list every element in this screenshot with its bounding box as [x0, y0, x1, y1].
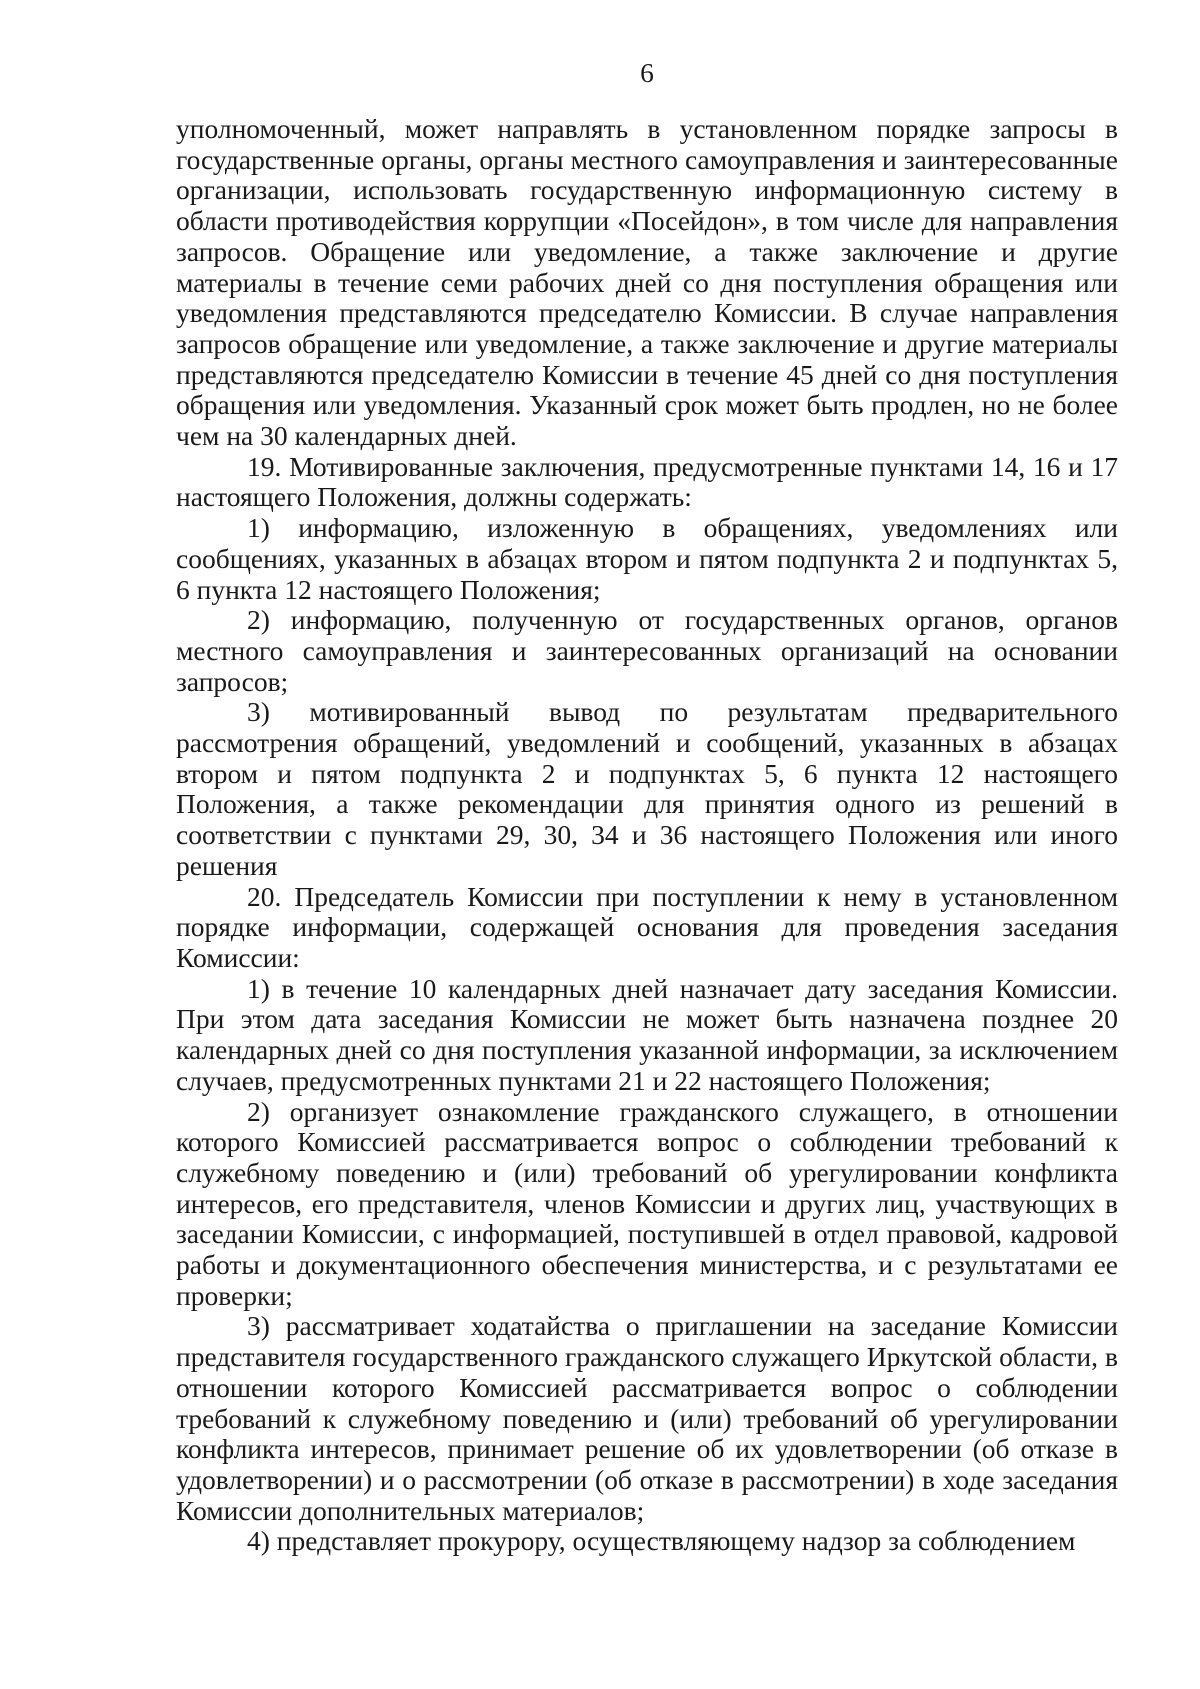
document-page [176, 58, 1118, 1557]
paragraph-item-20-4: 4) представляет прокурору, осуществляющему надзор за соблюдением [247, 1525, 1076, 1557]
page-number [176, 58, 1118, 114]
paragraph-item-20-3: 3) рассматривает ходатайства о приглашении на заседание Комиссии представителя государственного гражданского служащего Иркутской области, в отношении которого Комиссией рассматривается вопрос о соблюдении требований к служебному поведению и (или) требований об урегулировании конфликта интересов, принимает решение об их удовлетворении (об отказе в удовлетворении) и о рассмотрении (об отказе в рассмотрении) в ходе заседания Комиссии дополнительных материалов; [176, 1310, 1118, 1526]
paragraph-item-19-3: 3) мотивированный вывод по результатам предварительного рассмотрения обращений, уведомлений и сообщений, указанных в абзацах втором и пятом подпункта 2 и подпунктах 5, 6 пункта 12 настоящего Положения, а также рекомендации для принятия одного из решений в соответствии с пунктами 29, 30, 34 и 36 настоящего Положения или иного решения [176, 696, 1118, 881]
paragraph-item-20-1: 1) в течение 10 календарных дней назначает дату заседания Комиссии. При этом дата заседания Комиссии не может быть назначена позднее 20 календарных дней со дня поступления указанной информации, за исключением случаев, предусмотренных пунктами 21 и 22 настоящего Положения; [176, 972, 1118, 1096]
paragraph-item-19: 19. Мотивированные заключения, предусмотренные пунктами 14, 16 и 17 настоящего Положения, должны содержать: [176, 450, 1118, 513]
paragraph-item-20-2: 2) организует ознакомление гражданского служащего, в отношении которого Комиссией рассматривается вопрос о соблюдении требований к служебному поведению и (или) требований об урегулировании конфликта интересов, его представителя, членов Комиссии и других лиц, участвующих в заседании Комиссии, с информацией, поступившей в отдел правовой, кадровой работы и документационного обеспечения министерства, и с результатами ее проверки; [176, 1095, 1118, 1311]
paragraph-item-19-2: 2) информацию, полученную от государственных органов, органов местного самоуправления и заинтересованных организаций на основании запросов; [176, 604, 1118, 697]
paragraph-item-19-1: 1) информацию, изложенную в обращениях, уведомлениях или сообщениях, указанных в абзацах втором и пятом подпункта 2 и подпунктах 5, 6 пункта 12 настоящего Положения; [176, 512, 1118, 605]
paragraph-item-20: 20. Председатель Комиссии при поступлении к нему в установленном порядке информации, содержащей основания для проведения заседания Комиссии: [176, 880, 1118, 973]
page-number-text: 6 [640, 57, 654, 88]
paragraph-continuation: уполномоченный, может направлять в установленном порядке запросы в государственные органы, органы местного самоуправления и заинтересованные организации, использовать государственную информационную систему в области противодействия коррупции «Посейдон», в том числе для направления запросов. Обращение или уведомление, а также заключение и другие материалы в течение семи рабочих дней со дня поступления обращения или уведомления представляются председателю Комиссии. В случае направления запросов обращение или уведомление, а также заключение и другие материалы представляются председателю Комиссии в течение 45 дней со дня поступления обращения или уведомления. Указанный срок может быть продлен, но не более чем на 30 календарных дней. [176, 113, 1118, 452]
